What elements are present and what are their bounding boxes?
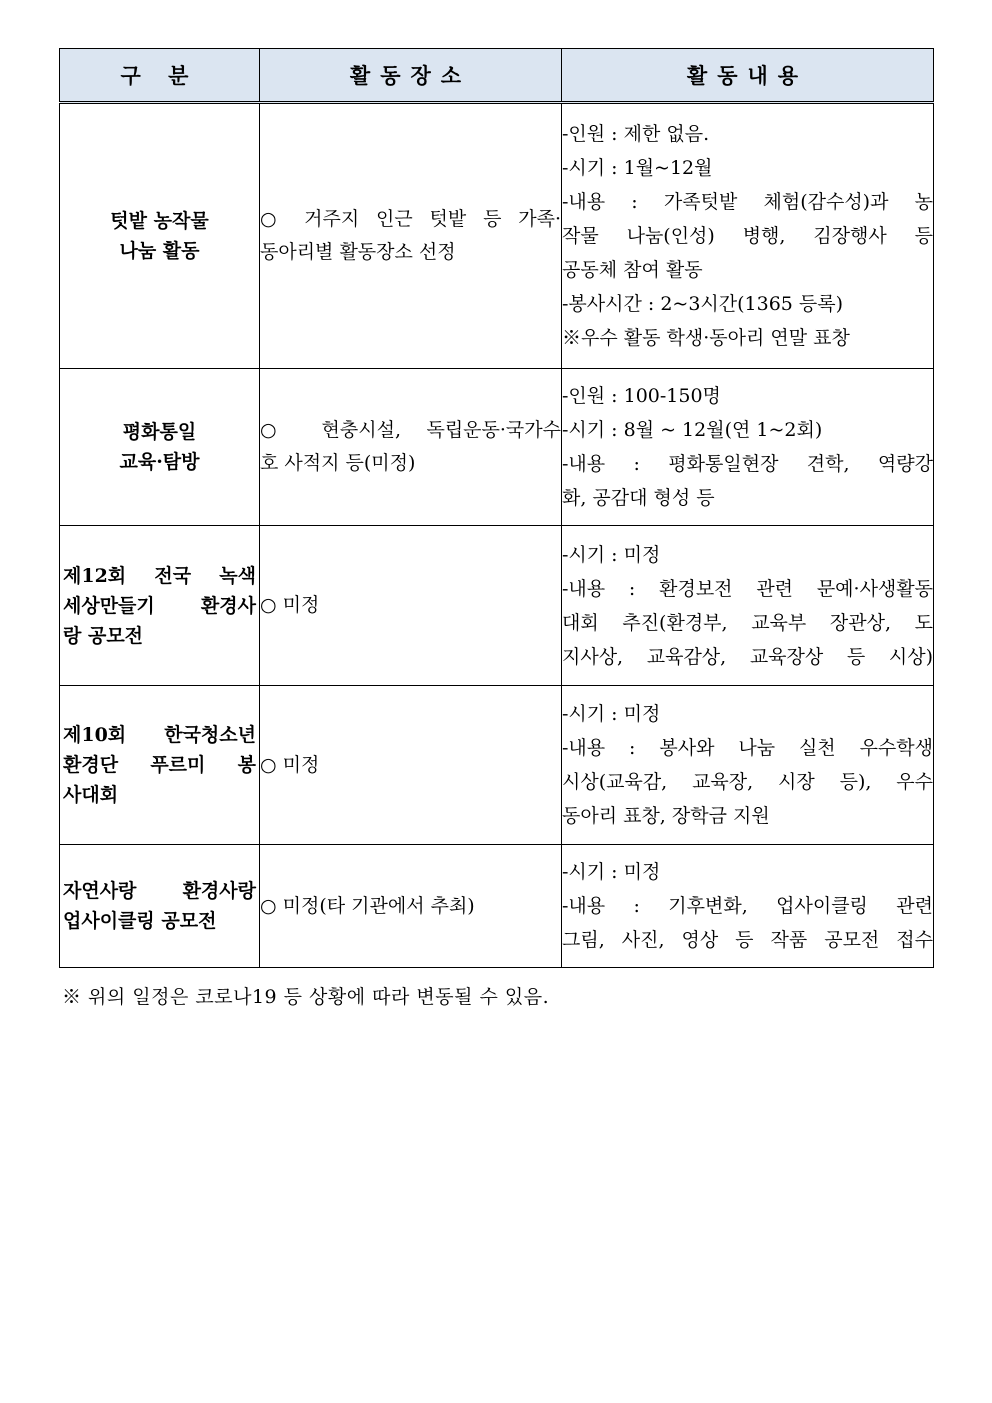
content-cell: [562, 369, 934, 526]
table-row: [60, 686, 934, 845]
category-line: 제12회 전국 녹색: [63, 564, 256, 587]
content-line: 작물 나눔(인성) 병행, 김장행사 등: [562, 225, 933, 247]
content-cell: [562, 845, 934, 968]
place-cell: [260, 103, 562, 369]
place-cell: [260, 369, 562, 526]
content-line: -내용 : 봉사와 나눔 실천 우수학생: [562, 737, 933, 759]
category-line: 평화통일: [122, 421, 197, 443]
content-line: 지사상, 교육감상, 교육장상 등 시상): [562, 645, 933, 668]
content-line: ※우수 활동 학생·동아리 연말 표창: [562, 327, 850, 349]
place-line: ○ 미정(타 기관에서 추최): [260, 894, 475, 917]
place-cell: [260, 526, 562, 686]
content-line: -시기 : 미정: [562, 703, 661, 725]
content-line: -내용 : 기후변화, 업사이클링 관련: [562, 895, 933, 917]
content-line: -시기 : 1월~12월: [562, 157, 713, 179]
category-cell: [60, 103, 260, 369]
content-line: 그림, 사진, 영상 등 작품 공모전 접수: [562, 929, 933, 951]
content-line: -인원 : 제한 없음.: [562, 123, 710, 145]
category-line: 교육·탐방: [119, 451, 200, 473]
category-line: 제10회 한국청소년: [63, 724, 256, 746]
category-line: 세상만들기 환경사: [63, 594, 256, 617]
content-line: -시기 : 미정: [562, 861, 661, 883]
activity-table: [59, 48, 934, 968]
table-header-row: [60, 49, 934, 103]
table-row: [60, 369, 934, 526]
footnote: ※ 위의 일정은 코로나19 등 상황에 따라 변동될 수 있음.: [62, 986, 550, 1008]
category-cell: [60, 845, 260, 968]
category-line: 텃밭 농작물: [110, 210, 209, 232]
place-cell: [260, 845, 562, 968]
content-cell: [562, 103, 934, 369]
content-line: -내용 : 환경보전 관련 문예·사생활동: [562, 577, 933, 600]
place-line: 호 사적지 등(미정): [260, 452, 416, 474]
content-line: 화, 공감대 형성 등: [562, 487, 715, 509]
place-line: ○ 미정: [260, 594, 320, 616]
content-line: -내용 : 평화통일현장 견학, 역량강: [562, 453, 933, 475]
content-line: -내용 : 가족텃밭 체험(감수성)과 농: [562, 191, 933, 213]
category-line: 환경단 푸르미 봉: [63, 754, 256, 776]
category-line: 사대회: [63, 784, 119, 806]
content-line: -시기 : 미정: [562, 543, 661, 566]
place-line: ○ 거주지 인근 텃밭 등 가족·: [260, 208, 561, 230]
category-cell: [60, 526, 260, 686]
header-category: 구 분: [60, 49, 260, 103]
content-line: 동아리 표창, 장학금 지원: [562, 805, 770, 827]
category-line: 업사이클링 공모전: [63, 910, 217, 932]
place-line: 동아리별 활동장소 선정: [260, 241, 456, 263]
content-cell: [562, 686, 934, 845]
header-place: 활동장소: [260, 49, 562, 103]
category-cell: [60, 686, 260, 845]
content-line: 공동체 참여 활동: [562, 259, 703, 281]
category-line: 나눔 활동: [119, 240, 200, 262]
content-line: -시기 : 8월 ~ 12월(연 1~2회): [562, 419, 823, 441]
category-line: 자연사랑 환경사랑: [63, 880, 256, 902]
place-line: ○ 현충시설, 독립운동·국가수: [260, 419, 561, 441]
table-row: [60, 526, 934, 686]
header-content: 활동내용: [562, 49, 934, 103]
table-row: [60, 845, 934, 968]
content-line: -봉사시간 : 2~3시간(1365 등록): [562, 293, 844, 315]
category-cell: [60, 369, 260, 526]
place-cell: [260, 686, 562, 845]
content-line: 시상(교육감, 교육장, 시장 등), 우수: [562, 771, 933, 793]
content-line: 대회 추진(환경부, 교육부 장관상, 도: [562, 611, 933, 634]
table-row: [60, 103, 934, 369]
content-line: -인원 : 100-150명: [562, 385, 721, 407]
category-line: 랑 공모전: [63, 624, 144, 647]
content-cell: [562, 526, 934, 686]
place-line: ○ 미정: [260, 753, 320, 776]
